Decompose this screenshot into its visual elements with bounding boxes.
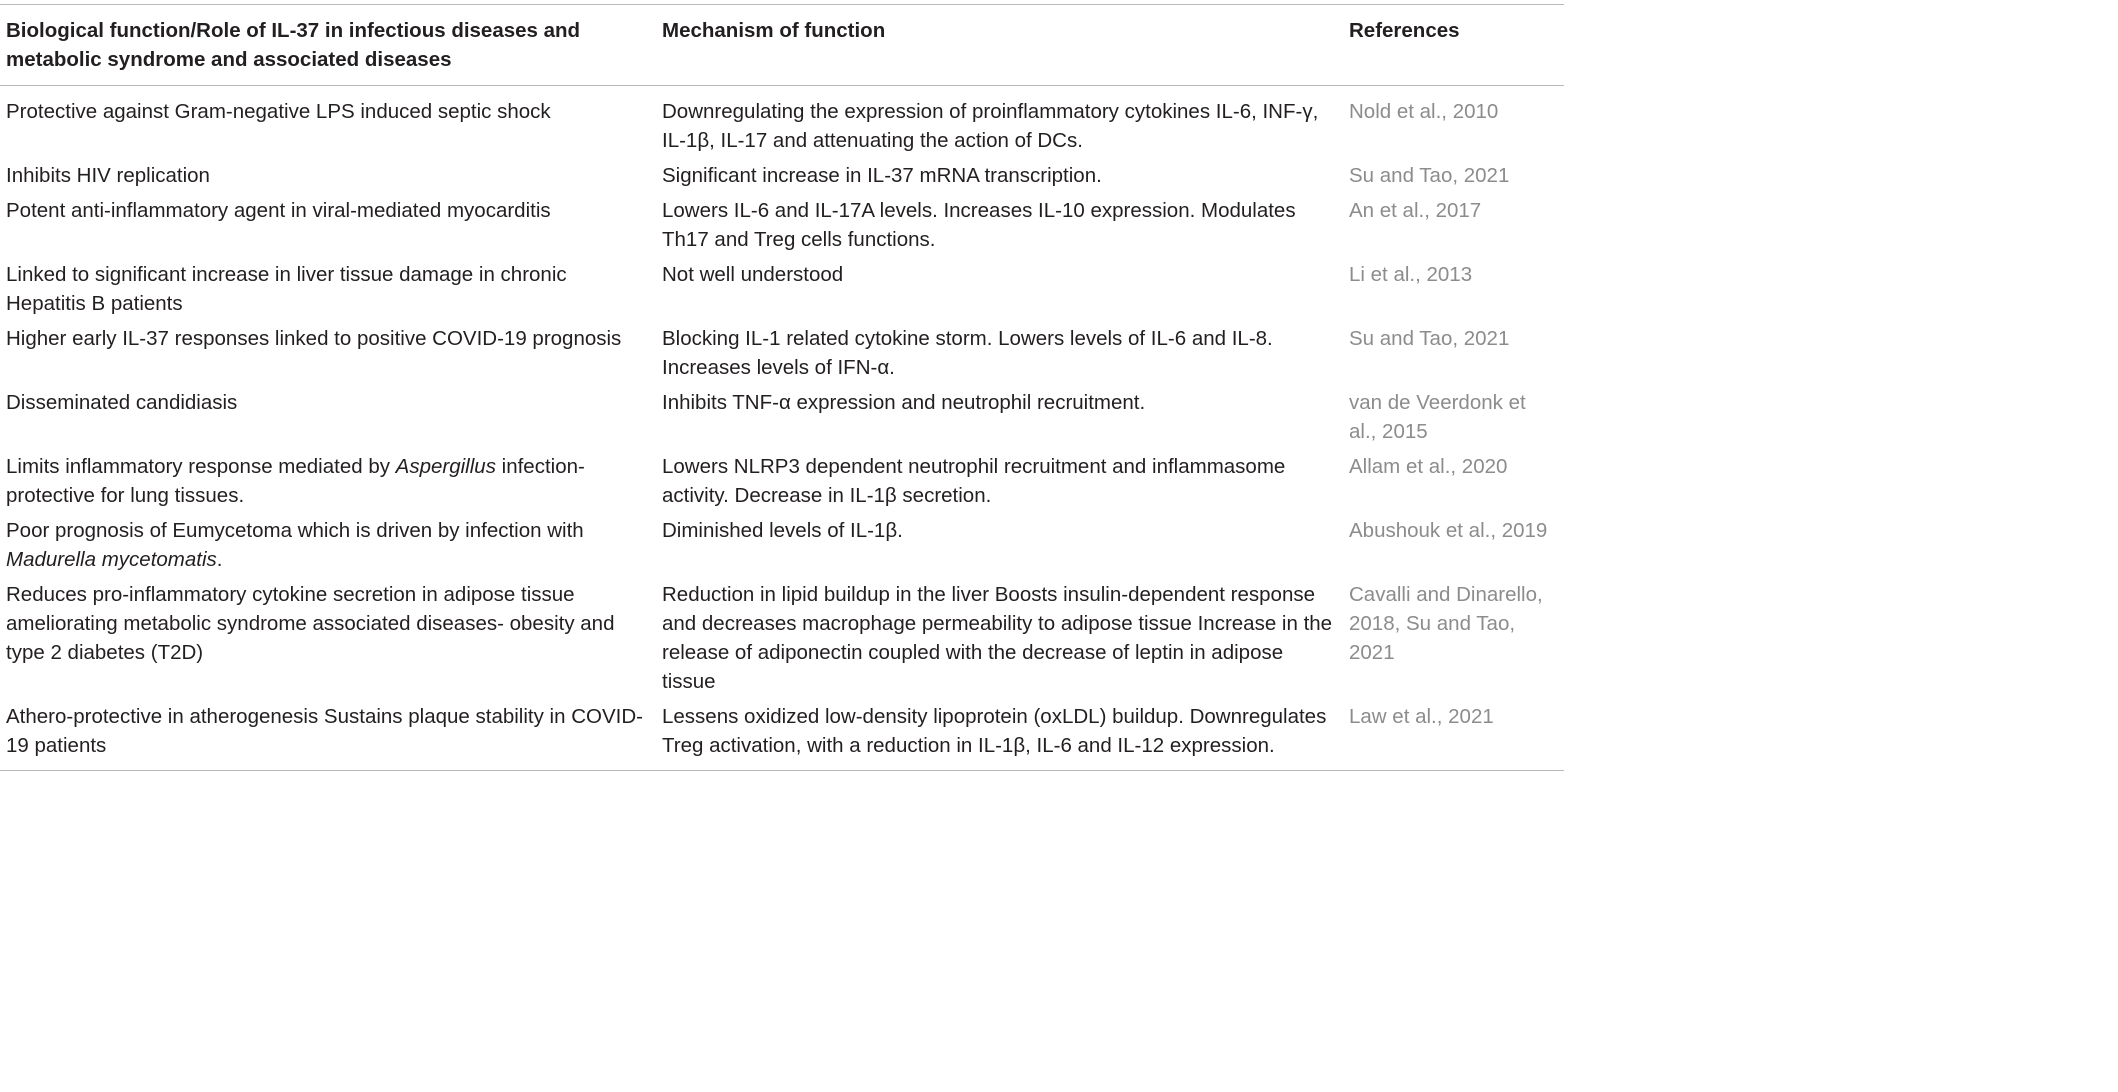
reference-cell[interactable]: Su and Tao, 2021 [1349, 327, 1510, 350]
il37-function-table [0, 4, 1564, 771]
reference-cell[interactable]: Nold et al., 2010 [1349, 100, 1499, 123]
mechanism-cell: Not well understood [662, 263, 844, 286]
mechanism-cell: Reduction in lipid buildup in the liver Boosts insulin-dependent response and decreases macrophage permeability to adipose tissue Increase in the release of adiponectin coupled with the decrease of leptin in adipose tissue [662, 583, 1333, 693]
table-row [0, 382, 1564, 446]
organism-name: Aspergillus [395, 455, 496, 478]
table-row [0, 190, 1564, 254]
function-cell: Protective against Gram-negative LPS induced septic shock [6, 100, 551, 123]
function-cell: Potent anti-inflammatory agent in viral-mediated myocarditis [6, 199, 551, 222]
organism-name: Madurella mycetomatis [6, 548, 217, 571]
table-row [0, 446, 1564, 510]
header-references: References [1349, 19, 1460, 42]
mechanism-cell: Significant increase in IL-37 mRNA transcription. [662, 164, 1102, 187]
mechanism-cell: Diminished levels of IL-1β. [662, 519, 903, 542]
mechanism-cell: Inhibits TNF-α expression and neutrophil recruitment. [662, 391, 1146, 414]
table-row [0, 155, 1564, 190]
function-text: infection-protective for lung tissues. [6, 455, 585, 507]
reference-cell[interactable]: Law et al., 2021 [1349, 705, 1494, 728]
table-row [0, 696, 1564, 771]
table-row [0, 574, 1564, 696]
function-text: Poor prognosis of Eumycetoma which is driven by infection with [6, 519, 584, 542]
reference-cell[interactable]: Cavalli and Dinarello, 2018, Su and Tao, 2021 [1349, 583, 1543, 664]
function-cell: Reduces pro-inflammatory cytokine secretion in adipose tissue ameliorating metabolic syndrome associated diseases- obesity and type 2 diabetes (T2D) [6, 583, 615, 664]
function-text: Limits inflammatory response mediated by [6, 455, 396, 478]
mechanism-cell: Downregulating the expression of proinflammatory cytokines IL-6, INF-γ, IL-1β, IL-17 and attenuating the action of DCs. [662, 100, 1319, 152]
header-biological-function: Biological function/Role of IL-37 in infectious diseases and metabolic syndrome and associated diseases [6, 19, 581, 71]
function-cell: Athero-protective in atherogenesis Sustains plaque stability in COVID-19 patients [6, 705, 643, 757]
mechanism-cell: Lowers NLRP3 dependent neutrophil recruitment and inflammasome activity. Decrease in IL-1β secretion. [662, 455, 1286, 507]
function-text: . [216, 548, 223, 571]
table-row [0, 510, 1564, 574]
mechanism-cell: Blocking IL-1 related cytokine storm. Lowers levels of IL-6 and IL-8. Increases levels of IFN-α. [662, 327, 1273, 379]
il37-function-table-container [0, 4, 1564, 771]
header-mechanism: Mechanism of function [662, 19, 886, 42]
reference-cell[interactable]: An et al., 2017 [1349, 199, 1482, 222]
reference-cell[interactable]: Li et al., 2013 [1349, 263, 1473, 286]
reference-cell[interactable]: Allam et al., 2020 [1349, 455, 1508, 478]
function-cell [0, 510, 656, 574]
table-row [0, 86, 1564, 156]
mechanism-cell: Lessens oxidized low-density lipoprotein (oxLDL) buildup. Downregulates Treg activation, with a reduction in IL-1β, IL-6 and IL-12 expression. [662, 705, 1327, 757]
table-header-row [0, 5, 1564, 86]
reference-cell[interactable]: Su and Tao, 2021 [1349, 164, 1510, 187]
mechanism-cell: Lowers IL-6 and IL-17A levels. Increases IL-10 expression. Modulates Th17 and Treg cells functions. [662, 199, 1296, 251]
reference-cell[interactable]: Abushouk et al., 2019 [1349, 519, 1548, 542]
table-row [0, 318, 1564, 382]
function-cell: Disseminated candidiasis [6, 391, 238, 414]
function-cell: Linked to significant increase in liver tissue damage in chronic Hepatitis B patients [6, 263, 567, 315]
table-row [0, 254, 1564, 318]
function-cell: Higher early IL-37 responses linked to positive COVID-19 prognosis [6, 327, 622, 350]
reference-cell[interactable]: van de Veerdonk et al., 2015 [1349, 391, 1526, 443]
function-cell: Inhibits HIV replication [6, 164, 210, 187]
function-cell [0, 446, 656, 510]
